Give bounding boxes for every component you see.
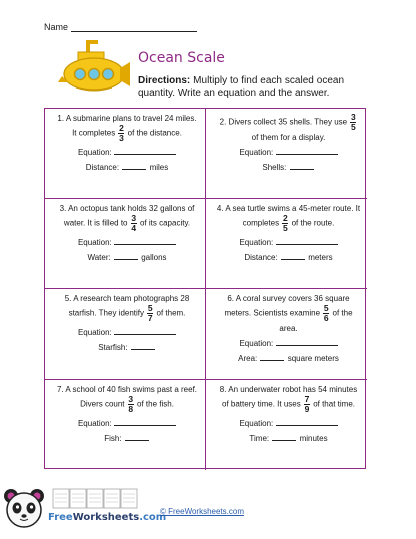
equation-blank[interactable] [276,418,338,426]
fraction [282,214,288,233]
equation-row [216,237,361,248]
fraction-numerator: 2 [119,123,124,133]
problem-cell-8 [206,380,367,470]
problem-cell-5 [45,289,206,380]
fraction-denominator: 9 [304,404,310,414]
answer-blank[interactable] [260,353,284,361]
fraction-numerator: 3 [350,112,356,122]
answer-label: Time: [249,434,270,443]
equation-row [55,237,199,248]
name-label: Name [44,22,69,32]
problem-text-after: of the distance. [127,128,182,138]
equation-label: Equation: [77,238,112,247]
equation-blank[interactable] [114,147,176,155]
problem-text-before: 8. An underwater robot has 54 minutes of battery time. It uses [219,385,358,409]
answer-label: Distance: [244,253,278,262]
problem-question [216,384,361,414]
equation-label: Equation: [77,419,112,428]
problem-question [216,293,361,334]
equation-label: Equation: [239,419,274,428]
answer-label: Starfish: [98,343,128,352]
fraction [128,395,134,414]
answer-row [216,162,361,173]
problem-question [55,384,199,414]
equation-blank[interactable] [276,338,338,346]
footer-copyright-link[interactable]: © FreeWorksheets.com [160,507,244,516]
problem-text-before: 4. A sea turtle swims a 45-meter route. It completes [216,204,361,228]
fraction [350,113,356,132]
answer-row [55,433,199,444]
fraction-denominator: 6 [323,313,329,323]
problem-text-after: of them. [156,308,186,318]
equation-blank[interactable] [276,147,338,155]
fraction-numerator: 5 [323,303,329,313]
problem-question [55,113,199,143]
problem-grid [44,108,366,469]
answer-row [216,353,361,364]
problem-text-after: of that time. [313,399,355,409]
page-title: Ocean Scale [138,50,225,66]
worksheet-thumbnails-icon [52,487,138,509]
answer-blank[interactable] [122,162,146,170]
equation-row [55,327,199,338]
equation-row [55,147,199,158]
fraction-numerator: 3 [128,394,134,404]
problem-cell-6 [206,289,367,380]
fraction-denominator: 5 [283,223,288,233]
panda-logo [2,486,46,530]
problem-text-after: of the area. [279,308,353,333]
answer-blank[interactable] [131,342,155,350]
fraction-denominator: 5 [350,122,356,132]
problem-cell-3 [45,199,206,289]
answer-blank[interactable] [272,433,296,441]
fraction-denominator: 4 [131,223,137,233]
equation-blank[interactable] [114,327,176,335]
problem-question [216,203,361,233]
answer-unit: square meters [287,354,339,363]
fraction-numerator: 2 [283,213,288,223]
answer-unit: meters [308,253,333,262]
problem-question [55,203,199,233]
brand-part3: .com [139,512,167,523]
answer-label: Fish: [104,434,122,443]
problem-text-after: of the fish. [137,399,174,409]
problem-text-before: 7. A school of 40 fish swims past a reef. Divers count [56,385,198,409]
answer-unit: minutes [299,434,328,443]
directions-text: Multiply to find each scaled ocean quantity. Write an equation and the answer. [138,75,345,99]
answer-blank[interactable] [281,252,305,260]
fraction [147,304,153,323]
fraction [323,304,329,323]
answer-unit: gallons [141,253,167,262]
name-field [44,22,197,32]
answer-row [216,433,361,444]
problem-text-before: 3. An octopus tank holds 32 gallons of water. It is filled to [59,204,195,228]
problem-question [216,113,361,143]
equation-label: Equation: [77,328,112,337]
equation-blank[interactable] [114,418,176,426]
fraction [118,124,124,143]
fraction-denominator: 3 [119,133,124,143]
fraction-numerator: 3 [131,213,137,223]
answer-row [216,252,361,263]
fraction-numerator: 5 [147,303,153,313]
answer-label: Shells: [262,163,287,172]
equation-row [216,418,361,429]
answer-row [55,342,199,353]
answer-label: Distance: [85,163,120,172]
equation-label: Equation: [239,238,274,247]
brand-part2: Worksheets [72,512,140,523]
equation-row [216,338,361,349]
name-blank[interactable] [71,23,197,32]
equation-label: Equation: [239,148,274,157]
answer-label: Water: [87,253,111,262]
equation-label: Equation: [239,339,274,348]
answer-blank[interactable] [290,162,314,170]
problem-text-after: of its capacity. [139,218,191,228]
fraction-numerator: 7 [304,394,310,404]
submarine-icon [56,38,134,102]
answer-blank[interactable] [114,252,138,260]
fraction [131,214,137,233]
directions-label: Directions: [138,75,191,86]
problem-text-before: 5. A research team photographs 28 starfish. They identify [64,294,190,318]
problem-cell-1 [45,109,206,199]
answer-row [55,252,199,263]
problem-cell-7 [45,380,206,470]
equation-blank[interactable] [276,237,338,245]
problem-text-before: 1. A submarine plans to travel 24 miles. It completes [57,114,197,138]
answer-blank[interactable] [125,433,149,441]
problem-question [55,293,199,323]
equation-blank[interactable] [114,237,176,245]
fraction-denominator: 7 [147,313,153,323]
brand-part1: Free [48,512,73,523]
answer-unit: miles [149,163,169,172]
problem-cell-4 [206,199,367,289]
equation-row [216,147,361,158]
answer-row [55,162,199,173]
problem-text-after: of them for a display. [251,133,326,142]
problem-text-before: 2. Divers collect 35 shells. They use [219,117,348,127]
equation-row [55,418,199,429]
equation-label: Equation: [77,148,112,157]
problem-text-before: 6. A coral survey covers 36 square meters. Scientists examine [224,294,350,318]
fraction-denominator: 8 [128,404,134,414]
fraction [304,395,310,414]
problem-cell-2 [206,109,367,199]
answer-label: Area: [238,354,258,363]
problem-text-after: of the route. [291,218,335,228]
directions [138,74,344,100]
brand-wordmark [48,512,166,523]
